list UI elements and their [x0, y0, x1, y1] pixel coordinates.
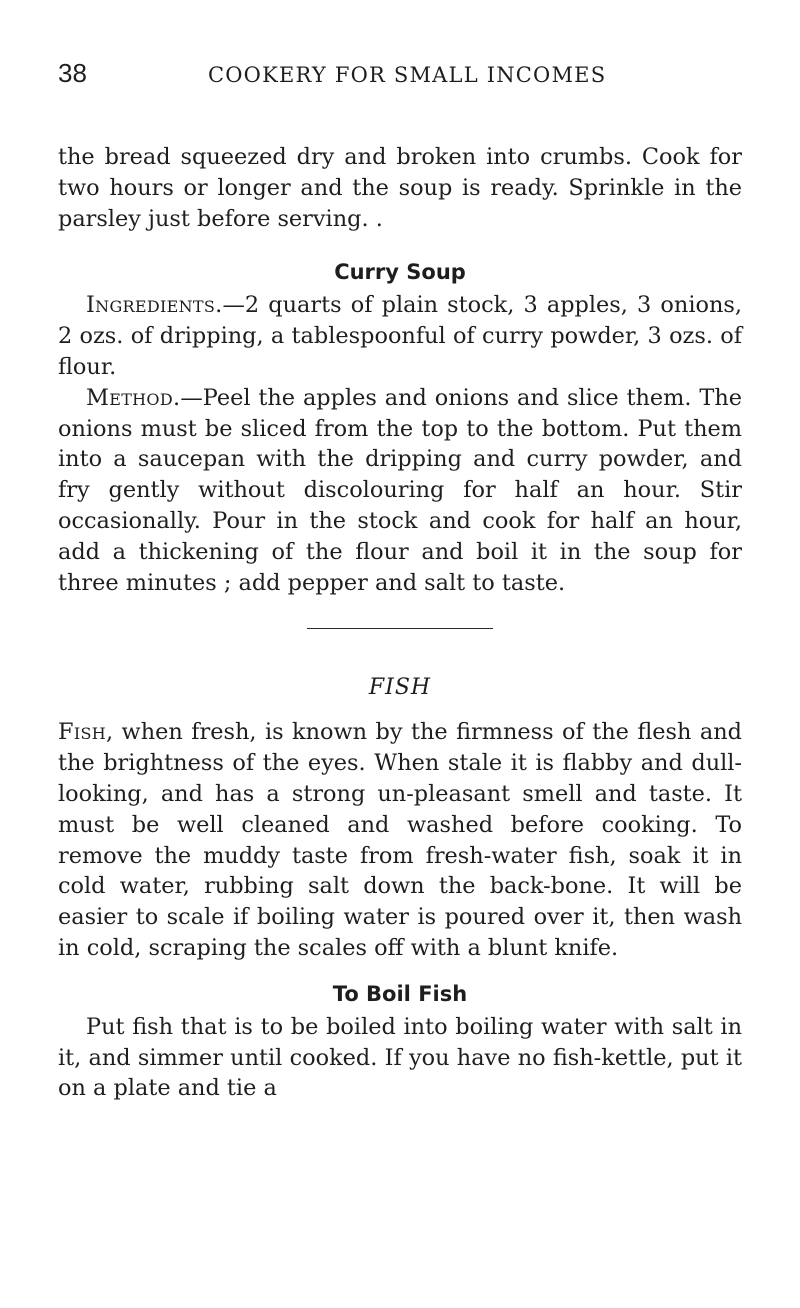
curry-soup-ingredients — [58, 290, 742, 382]
fish-section-heading: FISH — [368, 675, 432, 701]
section-divider — [307, 628, 493, 629]
ingredients-label: Ingredients. — [86, 292, 223, 319]
curry-soup-method — [58, 383, 742, 599]
fish-intro-paragraph — [58, 717, 742, 963]
curry-soup-heading: Curry Soup — [334, 260, 466, 285]
running-head — [58, 58, 742, 98]
fish-lead-word: Fish — [58, 719, 106, 746]
method-label: Method. — [86, 384, 181, 411]
running-title: COOKERY FOR SMALL INCOMES — [208, 63, 607, 87]
boil-fish-paragraph: Put fish that is to be boiled into boiling water with salt in it, and simmer until cooked. If you have no fish-kettle, put it on a plate and tie a — [58, 1013, 742, 1102]
book-page — [58, 58, 742, 1104]
method-text: —Peel the apples and onions and slice them. The onions must be sliced from the top to the bottom. Put them into a saucepan with the dripping and curry powder, and fry gently without discolouring for half an hour. Stir occasionally. Pour in the stock and cook for half an hour, add a thickening of the flour and boil it in the soup for three minutes ; add pepper and salt to taste. — [58, 384, 742, 596]
ingredients-text: —2 quarts of plain stock, 3 apples, 3 onions, 2 ozs. of dripping, a tablespoonful of curry powder, 3 ozs. of flour. — [58, 292, 742, 380]
boil-fish-heading: To Boil Fish — [332, 981, 468, 1006]
page-number: 38 — [58, 58, 87, 88]
fish-intro-text: , when fresh, is known by the firmness of the flesh and the brightness of the eyes. When stale it is flabby and dull-looking, and has a strong un-pleasant smell and taste. It must be well cleaned and washed before cooking. To remove the muddy taste from fresh-water fish, soak it in cold water, rubbing salt down the back-bone. It will be easier to scale if boiling water is poured over it, then wash in cold, scraping the scales off with a blunt knife. — [58, 719, 742, 961]
continued-paragraph: the bread squeezed dry and broken into crumbs. Cook for two hours or longer and the soup is ready. Sprinkle in the parsley just before serving. . — [58, 144, 742, 232]
